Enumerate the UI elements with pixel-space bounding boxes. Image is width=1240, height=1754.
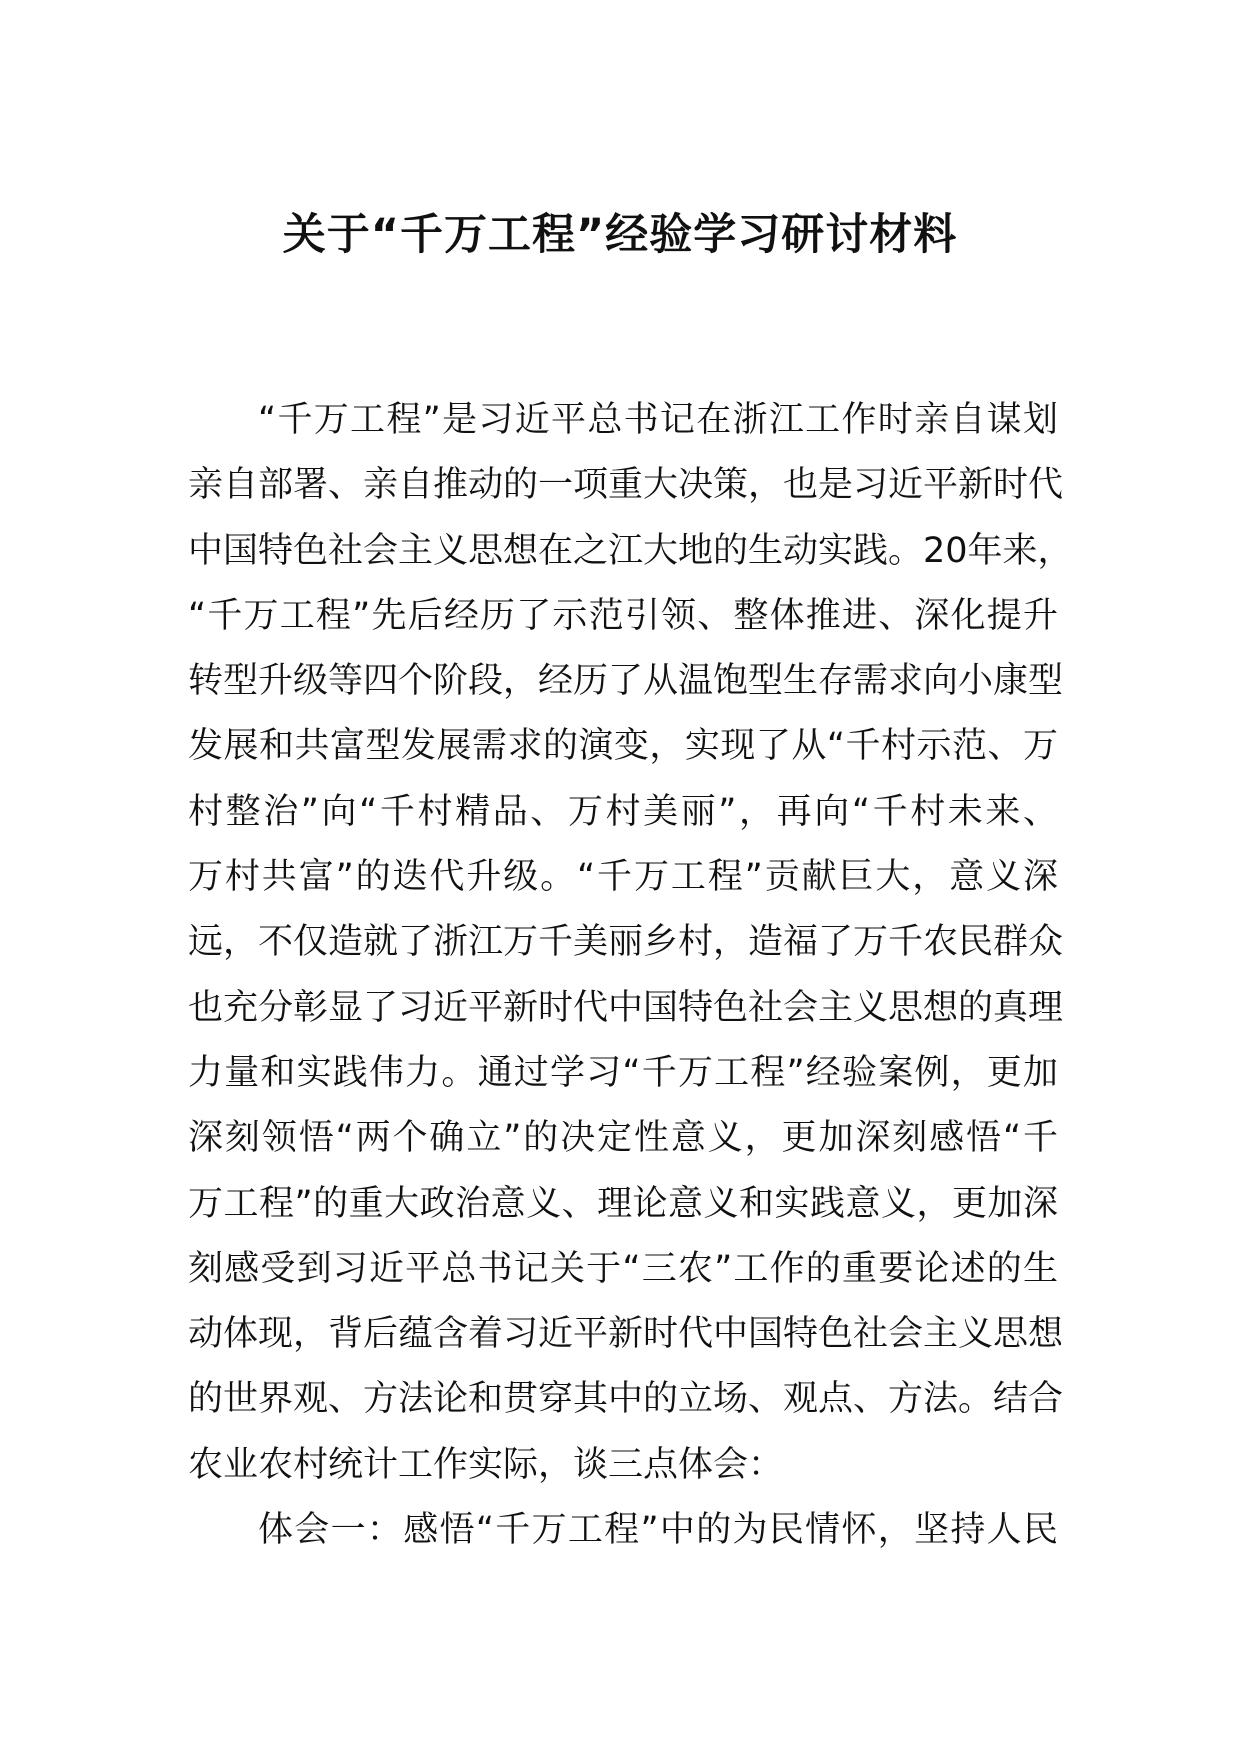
body-line: 村整治”向“千村精品、万村美丽”，再向“千村未来、: [188, 791, 1058, 832]
body-line: 也充分彰显了习近平新时代中国特色社会主义思想的真理: [188, 987, 1064, 1028]
body-line: “千万工程”先后经历了示范引领、整体推进、深化提升: [188, 595, 1058, 636]
body-line: 的世界观、方法论和贯穿其中的立场、观点、方法。结合: [188, 1379, 1064, 1420]
body-line: 万工程”的重大政治意义、理论意义和实践意义，更加深: [188, 1183, 1058, 1224]
body-line: 中国特色社会主义思想在之江大地的生动实践。20年来，: [188, 530, 1073, 571]
body-line: 动体现，背后蕴含着习近平新时代中国特色社会主义思想: [188, 1314, 1064, 1355]
body-line: 农业农村统计工作实际，谈三点体会：: [188, 1444, 784, 1485]
body-line: 发展和共富型发展需求的演变，实现了从“千村示范、万: [188, 726, 1058, 767]
body-line: 深刻领悟“两个确立”的决定性意义，更加深刻感悟“千: [188, 1118, 1058, 1159]
body-line: 万村共富”的迭代升级。“千万工程”贡献巨大，意义深: [188, 857, 1058, 898]
body-line: 转型升级等四个阶段，经历了从温饱型生存需求向小康型: [188, 661, 1064, 702]
document-body: [188, 388, 1073, 1563]
body-line: 力量和实践伟力。通过学习“千万工程”经验案例，更加: [188, 1052, 1058, 1093]
body-line: 亲自部署、亲自推动的一项重大决策，也是习近平新时代: [188, 465, 1064, 506]
document-title: 关于“千万工程”经验学习研讨材料: [282, 210, 958, 260]
body-line: 刻感受到习近平总书记关于“三农”工作的重要论述的生: [188, 1248, 1058, 1289]
body-line: 远，不仅造就了浙江万千美丽乡村，造福了万千农民群众: [188, 922, 1064, 963]
body-line: 体会一：感悟“千万工程”中的为民情怀，坚持人民: [258, 1510, 1058, 1551]
body-line: “千万工程”是习近平总书记在浙江工作时亲自谋划: [258, 400, 1058, 440]
